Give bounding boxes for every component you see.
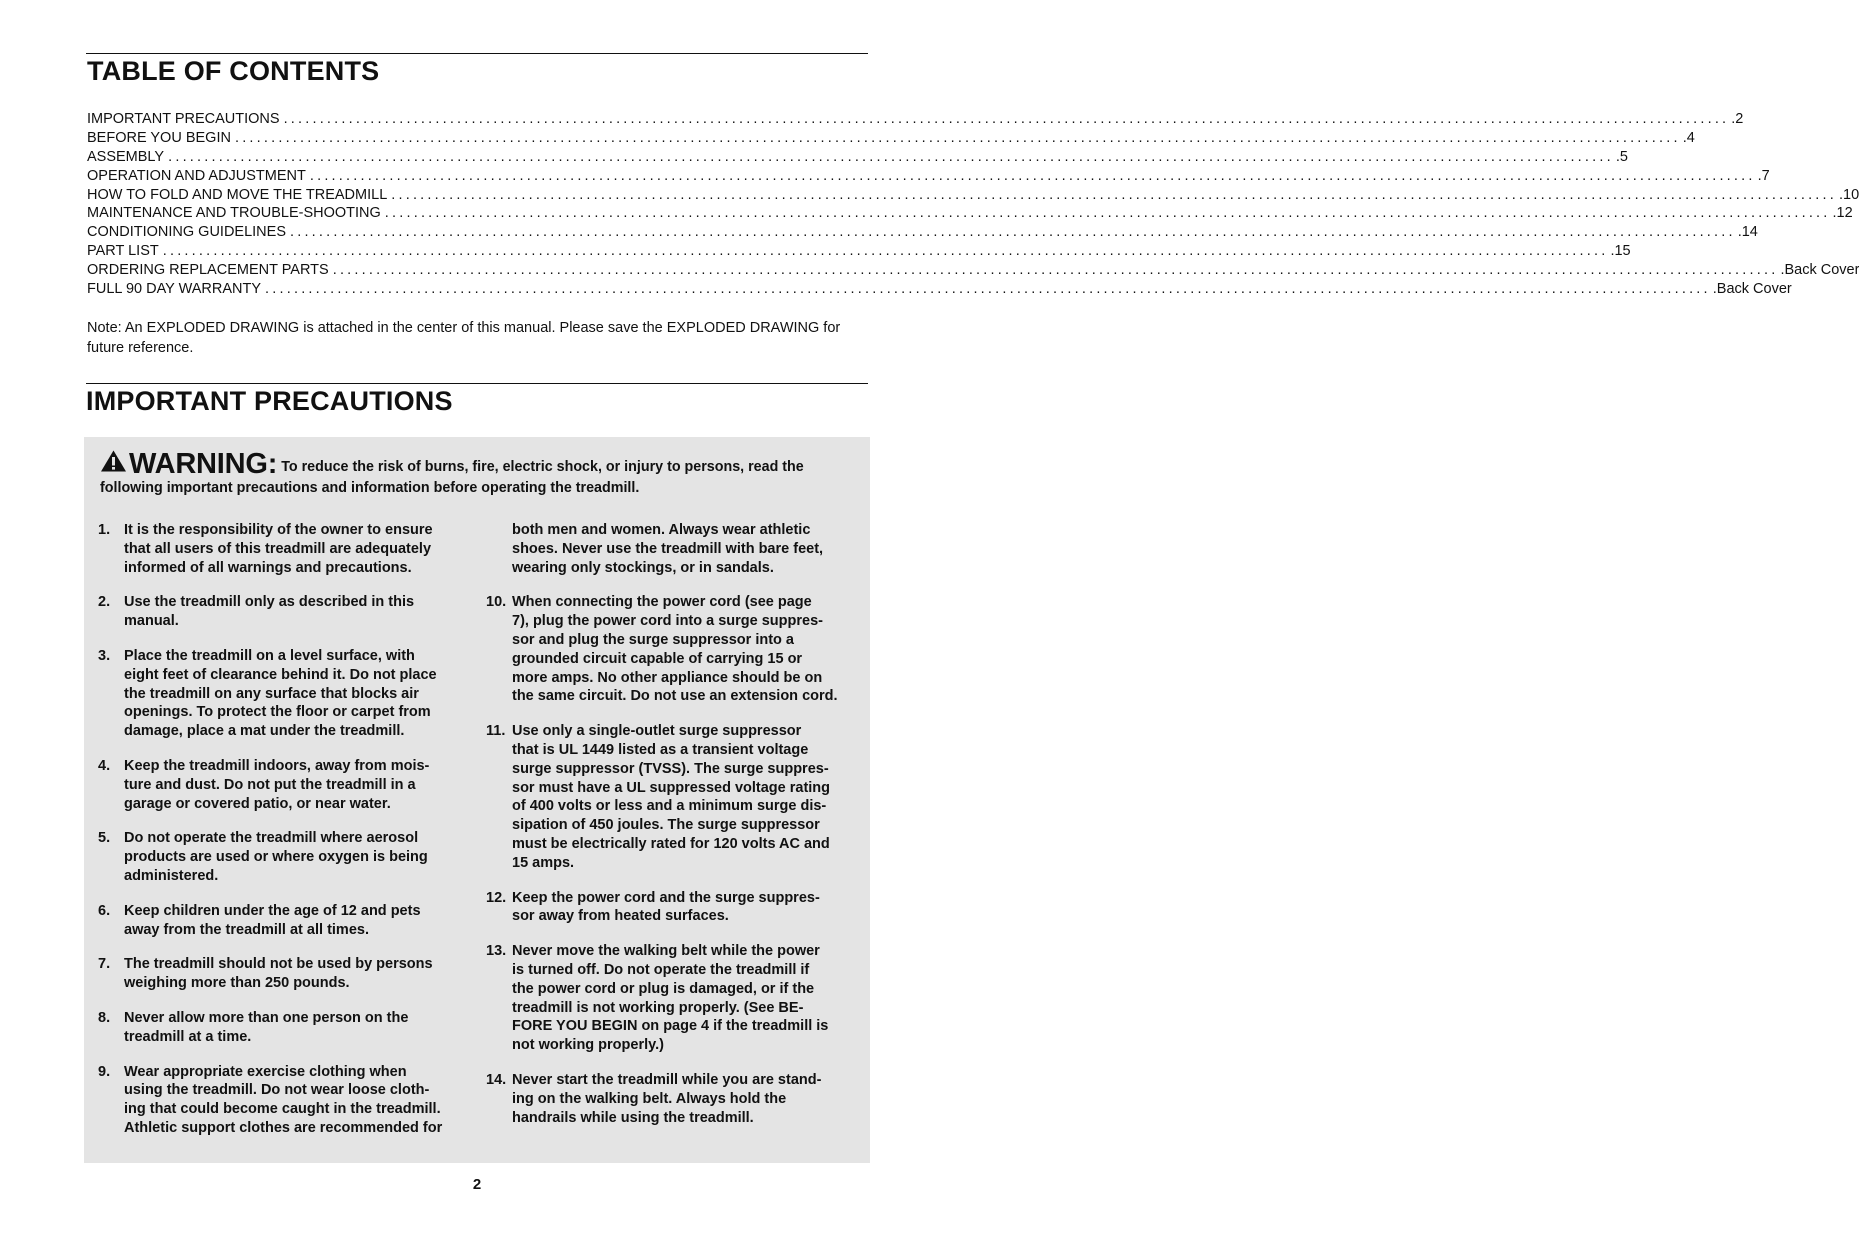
toc-entry-leader: ........................................................................................................................................................................................................ [283, 111, 1730, 127]
toc-entry-page: .Back Cover [1780, 262, 1859, 279]
precaution-text: Place the treadmill on a level surface, with eight feet of clearance behind it. Do not place the treadmill on any surface that blocks air openings. To protect the floor or carpet from damage, place a mat under the treadmill. [124, 647, 437, 740]
toc-entry-leader: ........................................................................................................................................................................................................ [290, 224, 1736, 241]
warning-text: To reduce the risk of burns, fire, electric shock, or injury to persons, read the following important precautions and information before operating the treadmill. [100, 459, 804, 496]
precautions-top-rule [86, 383, 868, 384]
toc-entry-leader: ........................................................................................................................................................................................................ [168, 148, 1614, 165]
toc-entry [87, 148, 1628, 167]
precaution-number: 7. [98, 956, 111, 973]
precaution-number: 13. [486, 943, 507, 960]
precaution-item [98, 593, 470, 631]
precaution-text: Do not operate the treadmill where aerosol products are used or where oxygen is being administered. [124, 830, 428, 884]
toc-entry-leader: ........................................................................................................................................................................................................ [332, 262, 1779, 279]
toc-entry-page: .14 [1737, 224, 1758, 241]
toc-entry-title: CONDITIONING GUIDELINES [87, 224, 286, 241]
toc-entry-page: .2 [1731, 111, 1744, 127]
precaution-item [98, 829, 470, 885]
toc-entry-title: MAINTENANCE AND TROUBLE-SHOOTING [87, 205, 381, 222]
toc-entry [87, 261, 1859, 280]
toc-entry-page: .4 [1682, 129, 1695, 146]
toc-entry-page: .12 [1832, 205, 1853, 222]
precaution-item [486, 722, 858, 872]
precautions-heading: IMPORTANT PRECAUTIONS [86, 386, 453, 416]
toc-entry [87, 242, 1631, 261]
toc-entry-title: HOW TO FOLD AND MOVE THE TREADMILL [87, 186, 388, 203]
precaution-number: 12. [486, 889, 507, 906]
toc-list [87, 110, 1859, 299]
toc-entry-leader: ........................................................................................................................................................................................................ [391, 186, 1837, 203]
precaution-number: 5. [98, 830, 111, 847]
precaution-item [486, 889, 858, 927]
toc-entry [87, 129, 1695, 148]
precaution-item [98, 647, 470, 741]
precaution-item [98, 521, 470, 577]
precaution-item [98, 955, 470, 993]
toc-entry-title: BEFORE YOU BEGIN [87, 129, 231, 146]
precaution-number: 10. [486, 594, 507, 611]
toc-entry-leader: ........................................................................................................................................................................................................ [162, 243, 1609, 260]
toc-entry [87, 110, 1744, 129]
precaution-item [486, 593, 858, 706]
warning-box [84, 437, 870, 1163]
precaution-text: Use the treadmill only as described in this manual. [124, 594, 415, 630]
precaution-text: Keep the power cord and the surge suppres- sor away from heated surfaces. [512, 889, 820, 925]
precaution-text: Never move the walking belt while the power is turned off. Do not operate the treadmill if the power cord or plug is damaged, or if the treadmill is not working properly. (See BE- FORE YOU BEGIN on page 4 if the treadmill is not working properly.) [512, 943, 829, 1054]
precaution-text: Wear appropriate exercise clothing when using the treadmill. Do not wear loose cloth- ing that could become caught in the treadmill. Athletic support clothes are recommended for [124, 1063, 443, 1136]
precaution-item [486, 942, 858, 1055]
toc-entry-page: .10 [1838, 186, 1859, 203]
precaution-item [98, 757, 470, 813]
toc-entry-leader: ........................................................................................................................................................................................................ [384, 205, 1831, 222]
toc-entry-page: .15 [1610, 243, 1631, 260]
precaution-number: 3. [98, 647, 111, 664]
warning-triangle-icon [100, 449, 127, 473]
toc-entry-title: IMPORTANT PRECAUTIONS [87, 111, 280, 127]
toc-entry-page: .7 [1757, 167, 1770, 184]
toc-note: Note: An EXPLODED DRAWING is attached in the center of this manual. Please save the EXPLODED DRAWING for future reference. [87, 320, 841, 356]
precaution-number: 1. [98, 522, 111, 538]
precaution-text: Use only a single-outlet surge suppressor that is UL 1449 listed as a transient voltage surge suppressor (TVSS). The surge suppres- sor must have a UL suppressed voltage rating of 400 volts or less and a minimum surge dis- sipation of 450 joules. The surge suppressor must be electrically rated for 120 volts AC and 15 amps. [512, 723, 831, 871]
precaution-text: It is the responsibility of the owner to ensure that all users of this treadmill are adequately informed of all warnings and precautions. [124, 522, 433, 576]
precaution-number: 11. [486, 723, 506, 740]
precaution-number: 9. [98, 1063, 111, 1080]
warning-word: WARNING: [129, 448, 278, 480]
toc-entry-title: ORDERING REPLACEMENT PARTS [87, 262, 329, 279]
precaution-number: 6. [98, 902, 111, 919]
toc-entry-page: .Back Cover [1712, 281, 1792, 298]
precaution-text: Never allow more than one person on the treadmill at a time. [124, 1009, 409, 1045]
toc-heading: TABLE OF CONTENTS [87, 56, 380, 86]
warning-header [100, 449, 860, 498]
precaution-number: 14. [486, 1071, 507, 1088]
toc-entry-leader: ........................................................................................................................................................................................................ [309, 167, 1756, 184]
toc-entry-title: OPERATION AND ADJUSTMENT [87, 167, 306, 184]
toc-entry [87, 223, 1758, 242]
precaution-number: 8. [98, 1009, 111, 1026]
toc-entry [87, 186, 1859, 205]
toc-entry [87, 167, 1770, 186]
precaution-item [486, 1071, 858, 1127]
toc-entry-title: FULL 90 DAY WARRANTY [87, 281, 262, 298]
toc-entry-leader: ........................................................................................................................................................................................................ [234, 129, 1681, 146]
precaution-item [98, 1063, 470, 1138]
precaution-text: When connecting the power cord (see page 7), plug the power cord into a surge suppres- sor and plug the surge suppressor into a grounded circuit capable of carrying 15 or more amps. No other appliance should be on the same circuit. Do not use an extension cord. [512, 594, 838, 705]
precaution-number: 4. [98, 757, 111, 774]
precaution-text: The treadmill should not be used by persons weighing more than 250 pounds. [124, 956, 433, 992]
toc-entry [87, 204, 1853, 223]
precaution-item-9-continued: both men and women. Always wear athletic shoes. Never use the treadmill with bare feet, wearing only stockings, or in sandals. [512, 522, 824, 576]
precautions-left-column [98, 521, 470, 1154]
toc-entry-page: .5 [1615, 148, 1628, 165]
toc-entry-title: ASSEMBLY [87, 148, 165, 165]
toc-top-rule [86, 53, 868, 54]
toc-entry-title: PART LIST [87, 243, 159, 260]
precaution-text: Keep children under the age of 12 and pets away from the treadmill at all times. [124, 902, 421, 938]
page-number: 2 [472, 1176, 482, 1193]
toc-entry [87, 280, 1792, 299]
precaution-number: 2. [98, 594, 111, 611]
toc-entry-leader: ........................................................................................................................................................................................................ [265, 281, 1711, 298]
precautions-right-column [486, 521, 858, 1143]
precaution-item [98, 902, 470, 940]
precaution-text: Never start the treadmill while you are stand- ing on the walking belt. Always hold the handrails while using the treadmill. [512, 1071, 822, 1126]
precaution-text: Keep the treadmill indoors, away from mois- ture and dust. Do not put the treadmill in a garage or covered patio, or near water. [124, 757, 430, 812]
precaution-item [98, 1009, 470, 1047]
